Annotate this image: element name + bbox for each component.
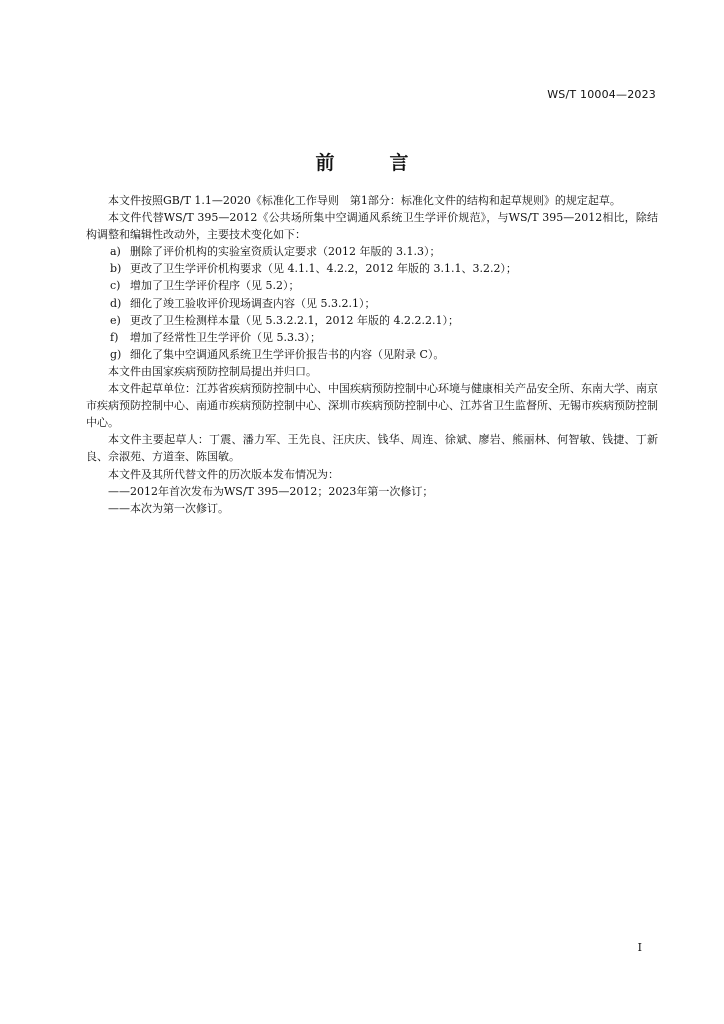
paragraph-drafting-units: 本文件起草单位：江苏省疾病预防控制中心、中国疾病预防控制中心环境与健康相关产品安全所、东南大学、南京市疾病预防控制中心、南通市疾病预防控制中心、深圳市疾病预防控制中心、江苏省卫生监督所、无锡市疾病预防控制中心。	[86, 382, 658, 430]
page-title: 前 言	[315, 152, 427, 174]
standard-code: WS/T 10004—2023	[547, 88, 656, 101]
list-item	[86, 277, 658, 294]
list-item-text: 增加了经常性卫生学评价（见 5.3.3）；	[130, 330, 321, 344]
page-number: I	[637, 941, 642, 954]
list-item	[86, 243, 658, 260]
list-item-mark: a)	[110, 245, 121, 259]
list-item-mark: c)	[110, 279, 121, 293]
paragraph-history-intro: 本文件及其所代替文件的历次版本发布情况为：	[108, 467, 339, 481]
changes-list	[86, 243, 658, 363]
paragraph-drafters: 本文件主要起草人：丁震、潘力军、王先良、汪庆庆、钱华、周连、徐斌、廖岩、熊丽林、何智敏、钱捷、丁新良、佘淑苑、方道奎、陈国敏。	[86, 433, 658, 464]
list-item	[86, 329, 658, 346]
list-item-text: 更改了卫生检测样本量（见 5.3.2.2.1，2012 年版的 4.2.2.2.1）；	[130, 313, 459, 327]
list-item-text: 删除了评价机构的实验室资质认定要求（2012 年版的 3.1.3）；	[130, 245, 441, 259]
paragraph-proposer: 本文件由国家疾病预防控制局提出并归口。	[108, 364, 317, 378]
paragraph-replacement: 本文件代替WS/T 395—2012《公共场所集中空调通风系统卫生学评价规范》，与WS/T 395—2012相比，除结构调整和编辑性改动外，主要技术变化如下：	[86, 211, 658, 242]
list-item	[86, 346, 658, 363]
list-item-text: 增加了卫生学评价程序（见 5.2）；	[130, 279, 300, 293]
history-item: ——本次为第一次修订。	[108, 501, 229, 515]
list-item-mark: g)	[110, 347, 122, 361]
list-item	[86, 312, 658, 329]
list-item-text: 细化了竣工验收评价现场调查内容（见 5.3.2.1）；	[130, 296, 376, 310]
list-item-mark: f)	[110, 330, 119, 344]
list-item	[86, 260, 658, 277]
foreword-body	[86, 192, 658, 517]
list-item-mark: b)	[110, 262, 122, 276]
list-item	[86, 295, 658, 312]
list-item-mark: e)	[110, 313, 121, 327]
list-item-text: 细化了集中空调通风系统卫生学评价报告书的内容（见附录 C）。	[130, 347, 445, 361]
list-item-mark: d)	[110, 296, 122, 310]
list-item-text: 更改了卫生学评价机构要求（见 4.1.1、4.2.2，2012 年版的 3.1.1、3.2.2）；	[130, 262, 517, 276]
paragraph-drafting-rules: 本文件按照GB/T 1.1—2020《标准化工作导则 第1部分：标准化文件的结构和起草规则》的规定起草。	[108, 194, 621, 207]
history-item: ——2012年首次发布为WS/T 395—2012；2023年第一次修订；	[108, 484, 434, 498]
